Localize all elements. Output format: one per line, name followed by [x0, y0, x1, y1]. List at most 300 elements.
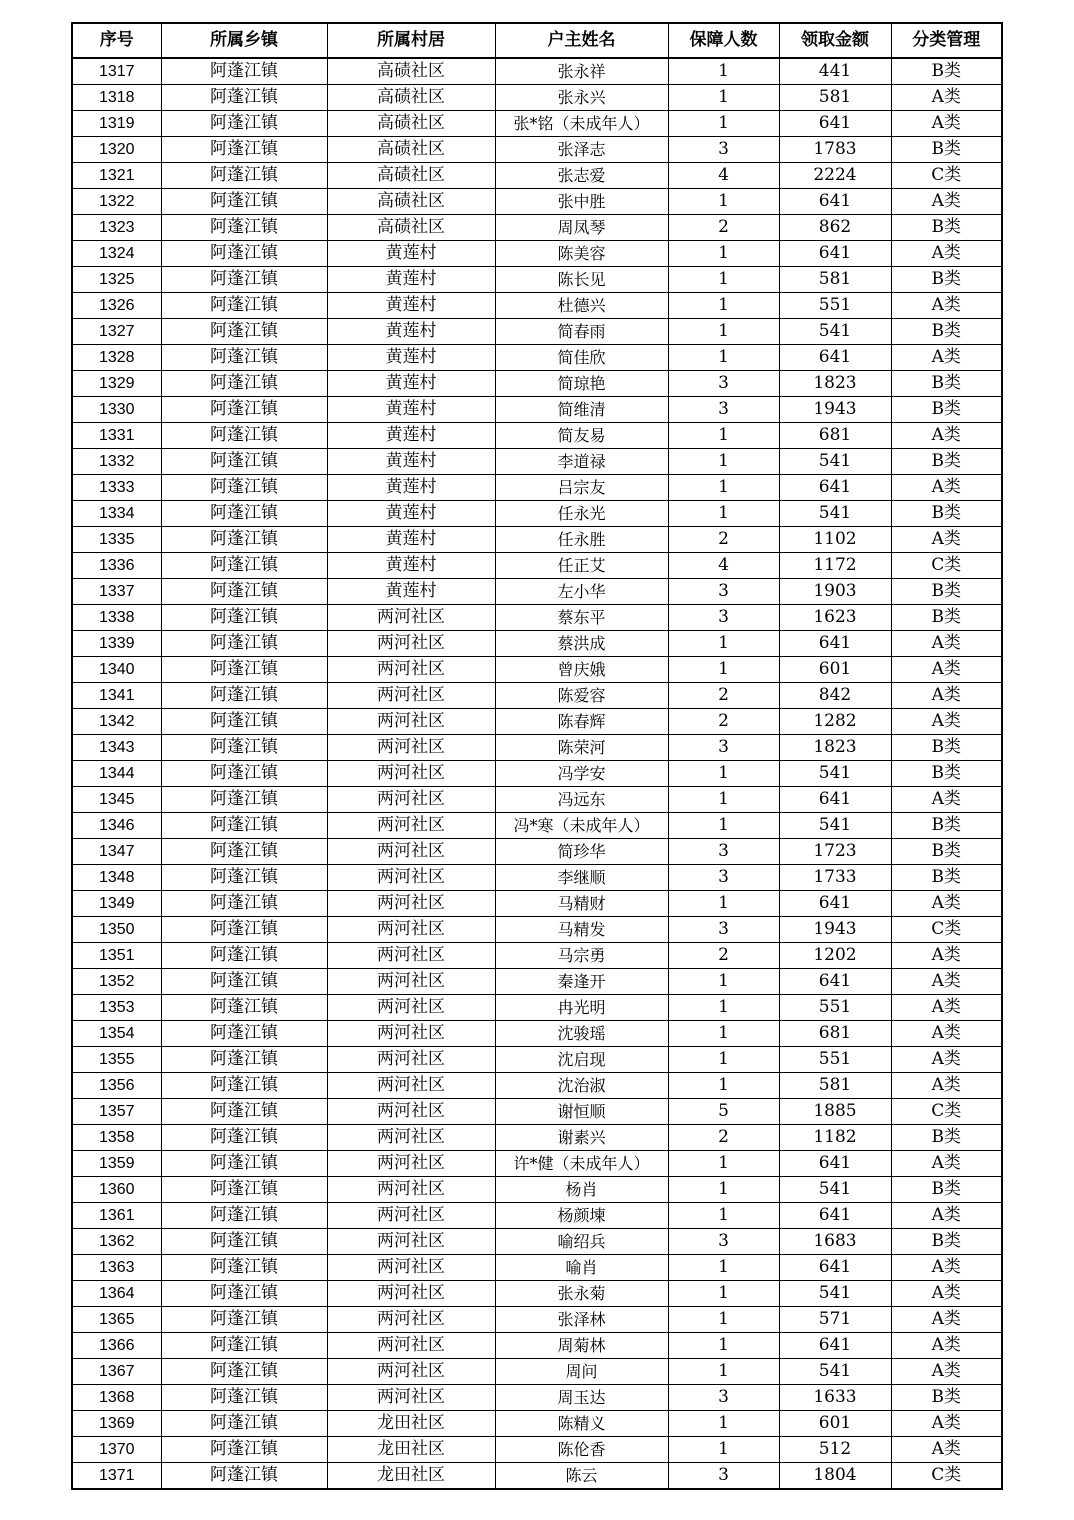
- table-row: [72, 475, 1002, 501]
- village-cell: 两河社区: [327, 891, 495, 917]
- township-cell: 阿蓬江镇: [161, 1463, 327, 1490]
- covered-persons-cell: 1: [668, 1151, 779, 1177]
- serial-number-cell: 1341: [72, 683, 161, 709]
- township-cell: 阿蓬江镇: [161, 1125, 327, 1151]
- covered-persons-cell: 1: [668, 1411, 779, 1437]
- covered-persons-cell: 3: [668, 371, 779, 397]
- table-row: [72, 1359, 1002, 1385]
- table-row: [72, 58, 1002, 85]
- household-head-cell: 谢素兴: [495, 1125, 668, 1151]
- category-cell: C类: [891, 1099, 1002, 1125]
- amount-cell: 551: [779, 995, 891, 1021]
- table-row: [72, 1385, 1002, 1411]
- covered-persons-cell: 1: [668, 449, 779, 475]
- village-cell: 黄莲村: [327, 553, 495, 579]
- table-row: [72, 241, 1002, 267]
- header-row: [72, 23, 1002, 58]
- serial-number-cell: 1332: [72, 449, 161, 475]
- category-cell: B类: [891, 813, 1002, 839]
- amount-cell: 1202: [779, 943, 891, 969]
- serial-number-cell: 1368: [72, 1385, 161, 1411]
- table-row: [72, 85, 1002, 111]
- serial-number-cell: 1347: [72, 839, 161, 865]
- covered-persons-cell: 3: [668, 605, 779, 631]
- village-cell: 黄莲村: [327, 501, 495, 527]
- household-head-cell: 任永光: [495, 501, 668, 527]
- village-cell: 两河社区: [327, 1255, 495, 1281]
- amount-cell: 581: [779, 267, 891, 293]
- township-cell: 阿蓬江镇: [161, 1255, 327, 1281]
- table-row: [72, 813, 1002, 839]
- category-cell: B类: [891, 58, 1002, 85]
- header-village: 所属村居: [327, 23, 495, 58]
- table-row: [72, 1411, 1002, 1437]
- category-cell: A类: [891, 1359, 1002, 1385]
- household-head-cell: 简春雨: [495, 319, 668, 345]
- table-row: [72, 397, 1002, 423]
- category-cell: A类: [891, 1281, 1002, 1307]
- serial-number-cell: 1358: [72, 1125, 161, 1151]
- covered-persons-cell: 1: [668, 1437, 779, 1463]
- serial-number-cell: 1345: [72, 787, 161, 813]
- covered-persons-cell: 1: [668, 813, 779, 839]
- household-head-cell: 冉光明: [495, 995, 668, 1021]
- category-cell: A类: [891, 1411, 1002, 1437]
- amount-cell: 1885: [779, 1099, 891, 1125]
- household-head-cell: 谢恒顺: [495, 1099, 668, 1125]
- category-cell: A类: [891, 683, 1002, 709]
- township-cell: 阿蓬江镇: [161, 527, 327, 553]
- household-head-cell: 周问: [495, 1359, 668, 1385]
- village-cell: 黄莲村: [327, 449, 495, 475]
- township-cell: 阿蓬江镇: [161, 553, 327, 579]
- serial-number-cell: 1351: [72, 943, 161, 969]
- covered-persons-cell: 1: [668, 475, 779, 501]
- village-cell: 两河社区: [327, 995, 495, 1021]
- township-cell: 阿蓬江镇: [161, 865, 327, 891]
- serial-number-cell: 1335: [72, 527, 161, 553]
- amount-cell: 1783: [779, 137, 891, 163]
- township-cell: 阿蓬江镇: [161, 917, 327, 943]
- village-cell: 两河社区: [327, 1385, 495, 1411]
- amount-cell: 641: [779, 1333, 891, 1359]
- township-cell: 阿蓬江镇: [161, 189, 327, 215]
- amount-cell: 641: [779, 111, 891, 137]
- village-cell: 两河社区: [327, 735, 495, 761]
- household-head-cell: 马精财: [495, 891, 668, 917]
- village-cell: 高碛社区: [327, 58, 495, 85]
- serial-number-cell: 1365: [72, 1307, 161, 1333]
- township-cell: 阿蓬江镇: [161, 1385, 327, 1411]
- covered-persons-cell: 1: [668, 189, 779, 215]
- township-cell: 阿蓬江镇: [161, 969, 327, 995]
- amount-cell: 641: [779, 475, 891, 501]
- category-cell: B类: [891, 501, 1002, 527]
- village-cell: 两河社区: [327, 1073, 495, 1099]
- township-cell: 阿蓬江镇: [161, 85, 327, 111]
- amount-cell: 601: [779, 1411, 891, 1437]
- amount-cell: 541: [779, 501, 891, 527]
- serial-number-cell: 1370: [72, 1437, 161, 1463]
- township-cell: 阿蓬江镇: [161, 111, 327, 137]
- table-row: [72, 1437, 1002, 1463]
- amount-cell: 1633: [779, 1385, 891, 1411]
- serial-number-cell: 1328: [72, 345, 161, 371]
- household-head-cell: 马精发: [495, 917, 668, 943]
- category-cell: B类: [891, 1229, 1002, 1255]
- table-row: [72, 345, 1002, 371]
- table-row: [72, 839, 1002, 865]
- covered-persons-cell: 1: [668, 267, 779, 293]
- category-cell: A类: [891, 995, 1002, 1021]
- header-serial-number: 序号: [72, 23, 161, 58]
- household-head-cell: 张泽志: [495, 137, 668, 163]
- category-cell: A类: [891, 1203, 1002, 1229]
- township-cell: 阿蓬江镇: [161, 1151, 327, 1177]
- village-cell: 两河社区: [327, 787, 495, 813]
- covered-persons-cell: 1: [668, 1047, 779, 1073]
- amount-cell: 641: [779, 189, 891, 215]
- household-head-cell: 许*健（未成年人）: [495, 1151, 668, 1177]
- serial-number-cell: 1367: [72, 1359, 161, 1385]
- village-cell: 两河社区: [327, 657, 495, 683]
- village-cell: 黄莲村: [327, 579, 495, 605]
- township-cell: 阿蓬江镇: [161, 891, 327, 917]
- table-row: [72, 969, 1002, 995]
- amount-cell: 1683: [779, 1229, 891, 1255]
- village-cell: 高碛社区: [327, 189, 495, 215]
- township-cell: 阿蓬江镇: [161, 267, 327, 293]
- serial-number-cell: 1349: [72, 891, 161, 917]
- table-row: [72, 865, 1002, 891]
- serial-number-cell: 1320: [72, 137, 161, 163]
- household-head-cell: 简珍华: [495, 839, 668, 865]
- township-cell: 阿蓬江镇: [161, 319, 327, 345]
- table-row: [72, 1333, 1002, 1359]
- table-row: [72, 267, 1002, 293]
- amount-cell: 681: [779, 1021, 891, 1047]
- amount-cell: 541: [779, 449, 891, 475]
- serial-number-cell: 1359: [72, 1151, 161, 1177]
- table-row: [72, 1307, 1002, 1333]
- household-head-cell: 曾庆娥: [495, 657, 668, 683]
- village-cell: 高碛社区: [327, 137, 495, 163]
- household-head-cell: 杨肖: [495, 1177, 668, 1203]
- category-cell: B类: [891, 397, 1002, 423]
- serial-number-cell: 1334: [72, 501, 161, 527]
- household-head-cell: 张永祥: [495, 58, 668, 85]
- household-head-cell: 杜德兴: [495, 293, 668, 319]
- covered-persons-cell: 1: [668, 1333, 779, 1359]
- amount-cell: 641: [779, 969, 891, 995]
- serial-number-cell: 1371: [72, 1463, 161, 1490]
- household-head-cell: 张永菊: [495, 1281, 668, 1307]
- village-cell: 龙田社区: [327, 1411, 495, 1437]
- township-cell: 阿蓬江镇: [161, 1229, 327, 1255]
- serial-number-cell: 1319: [72, 111, 161, 137]
- category-cell: B类: [891, 761, 1002, 787]
- serial-number-cell: 1326: [72, 293, 161, 319]
- amount-cell: 581: [779, 85, 891, 111]
- household-head-cell: 陈长见: [495, 267, 668, 293]
- table-row: [72, 709, 1002, 735]
- serial-number-cell: 1361: [72, 1203, 161, 1229]
- amount-cell: 541: [779, 1177, 891, 1203]
- amount-cell: 2224: [779, 163, 891, 189]
- table-row: [72, 319, 1002, 345]
- table-header: [72, 23, 1002, 58]
- category-cell: A类: [891, 709, 1002, 735]
- covered-persons-cell: 1: [668, 1203, 779, 1229]
- category-cell: C类: [891, 917, 1002, 943]
- category-cell: A类: [891, 1073, 1002, 1099]
- serial-number-cell: 1342: [72, 709, 161, 735]
- serial-number-cell: 1357: [72, 1099, 161, 1125]
- household-head-cell: 马宗勇: [495, 943, 668, 969]
- table-row: [72, 553, 1002, 579]
- township-cell: 阿蓬江镇: [161, 58, 327, 85]
- covered-persons-cell: 1: [668, 293, 779, 319]
- covered-persons-cell: 1: [668, 969, 779, 995]
- amount-cell: 441: [779, 58, 891, 85]
- village-cell: 黄莲村: [327, 293, 495, 319]
- amount-cell: 641: [779, 891, 891, 917]
- serial-number-cell: 1364: [72, 1281, 161, 1307]
- township-cell: 阿蓬江镇: [161, 449, 327, 475]
- covered-persons-cell: 1: [668, 631, 779, 657]
- village-cell: 两河社区: [327, 1125, 495, 1151]
- category-cell: A类: [891, 1021, 1002, 1047]
- amount-cell: 541: [779, 1359, 891, 1385]
- covered-persons-cell: 1: [668, 1021, 779, 1047]
- table-row: [72, 449, 1002, 475]
- township-cell: 阿蓬江镇: [161, 1333, 327, 1359]
- village-cell: 黄莲村: [327, 475, 495, 501]
- category-cell: B类: [891, 865, 1002, 891]
- category-cell: B类: [891, 137, 1002, 163]
- household-head-cell: 张志爱: [495, 163, 668, 189]
- serial-number-cell: 1352: [72, 969, 161, 995]
- household-head-cell: 秦逢开: [495, 969, 668, 995]
- category-cell: A类: [891, 891, 1002, 917]
- amount-cell: 641: [779, 241, 891, 267]
- amount-cell: 1823: [779, 735, 891, 761]
- table-row: [72, 1125, 1002, 1151]
- village-cell: 两河社区: [327, 1307, 495, 1333]
- serial-number-cell: 1366: [72, 1333, 161, 1359]
- amount-cell: 551: [779, 293, 891, 319]
- village-cell: 高碛社区: [327, 85, 495, 111]
- amount-cell: 1723: [779, 839, 891, 865]
- covered-persons-cell: 3: [668, 1229, 779, 1255]
- household-head-cell: 沈启现: [495, 1047, 668, 1073]
- category-cell: B类: [891, 605, 1002, 631]
- village-cell: 两河社区: [327, 605, 495, 631]
- township-cell: 阿蓬江镇: [161, 397, 327, 423]
- village-cell: 黄莲村: [327, 423, 495, 449]
- serial-number-cell: 1336: [72, 553, 161, 579]
- village-cell: 龙田社区: [327, 1437, 495, 1463]
- covered-persons-cell: 1: [668, 761, 779, 787]
- amount-cell: 641: [779, 1203, 891, 1229]
- household-head-cell: 张中胜: [495, 189, 668, 215]
- household-head-cell: 吕宗友: [495, 475, 668, 501]
- township-cell: 阿蓬江镇: [161, 475, 327, 501]
- serial-number-cell: 1337: [72, 579, 161, 605]
- serial-number-cell: 1369: [72, 1411, 161, 1437]
- household-head-cell: 杨颜堜: [495, 1203, 668, 1229]
- village-cell: 黄莲村: [327, 527, 495, 553]
- household-head-cell: 简琼艳: [495, 371, 668, 397]
- header-household-head: 户主姓名: [495, 23, 668, 58]
- covered-persons-cell: 4: [668, 163, 779, 189]
- category-cell: A类: [891, 111, 1002, 137]
- township-cell: 阿蓬江镇: [161, 137, 327, 163]
- covered-persons-cell: 1: [668, 58, 779, 85]
- household-head-cell: 陈云: [495, 1463, 668, 1490]
- household-head-cell: 陈春辉: [495, 709, 668, 735]
- table-row: [72, 501, 1002, 527]
- amount-cell: 581: [779, 1073, 891, 1099]
- township-cell: 阿蓬江镇: [161, 293, 327, 319]
- table-row: [72, 1151, 1002, 1177]
- village-cell: 黄莲村: [327, 345, 495, 371]
- household-head-cell: 李道禄: [495, 449, 668, 475]
- serial-number-cell: 1324: [72, 241, 161, 267]
- category-cell: A类: [891, 241, 1002, 267]
- table-row: [72, 683, 1002, 709]
- serial-number-cell: 1356: [72, 1073, 161, 1099]
- table-row: [72, 189, 1002, 215]
- township-cell: 阿蓬江镇: [161, 995, 327, 1021]
- serial-number-cell: 1323: [72, 215, 161, 241]
- table-body: [72, 58, 1002, 1489]
- township-cell: 阿蓬江镇: [161, 1047, 327, 1073]
- covered-persons-cell: 3: [668, 397, 779, 423]
- township-cell: 阿蓬江镇: [161, 683, 327, 709]
- category-cell: A类: [891, 189, 1002, 215]
- category-cell: B类: [891, 735, 1002, 761]
- amount-cell: 551: [779, 1047, 891, 1073]
- covered-persons-cell: 1: [668, 657, 779, 683]
- table-row: [72, 917, 1002, 943]
- covered-persons-cell: 1: [668, 1281, 779, 1307]
- village-cell: 两河社区: [327, 761, 495, 787]
- covered-persons-cell: 1: [668, 787, 779, 813]
- village-cell: 两河社区: [327, 813, 495, 839]
- township-cell: 阿蓬江镇: [161, 1021, 327, 1047]
- household-head-cell: 蔡洪成: [495, 631, 668, 657]
- serial-number-cell: 1362: [72, 1229, 161, 1255]
- serial-number-cell: 1344: [72, 761, 161, 787]
- covered-persons-cell: 5: [668, 1099, 779, 1125]
- covered-persons-cell: 1: [668, 995, 779, 1021]
- category-cell: B类: [891, 1177, 1002, 1203]
- covered-persons-cell: 1: [668, 319, 779, 345]
- household-head-cell: 陈伦香: [495, 1437, 668, 1463]
- township-cell: 阿蓬江镇: [161, 761, 327, 787]
- township-cell: 阿蓬江镇: [161, 1437, 327, 1463]
- household-head-cell: 简维清: [495, 397, 668, 423]
- amount-cell: 541: [779, 761, 891, 787]
- table-row: [72, 1229, 1002, 1255]
- covered-persons-cell: 3: [668, 1385, 779, 1411]
- header-category: 分类管理: [891, 23, 1002, 58]
- household-head-cell: 张泽林: [495, 1307, 668, 1333]
- category-cell: B类: [891, 449, 1002, 475]
- amount-cell: 1823: [779, 371, 891, 397]
- household-head-cell: 简佳欣: [495, 345, 668, 371]
- category-cell: A类: [891, 657, 1002, 683]
- serial-number-cell: 1330: [72, 397, 161, 423]
- household-head-cell: 周菊林: [495, 1333, 668, 1359]
- township-cell: 阿蓬江镇: [161, 163, 327, 189]
- category-cell: C类: [891, 1463, 1002, 1490]
- village-cell: 两河社区: [327, 917, 495, 943]
- village-cell: 两河社区: [327, 631, 495, 657]
- serial-number-cell: 1363: [72, 1255, 161, 1281]
- township-cell: 阿蓬江镇: [161, 215, 327, 241]
- covered-persons-cell: 4: [668, 553, 779, 579]
- amount-cell: 541: [779, 319, 891, 345]
- category-cell: A类: [891, 1437, 1002, 1463]
- table-row: [72, 943, 1002, 969]
- covered-persons-cell: 1: [668, 891, 779, 917]
- table-row: [72, 579, 1002, 605]
- amount-cell: 641: [779, 345, 891, 371]
- household-head-cell: 喻绍兵: [495, 1229, 668, 1255]
- serial-number-cell: 1329: [72, 371, 161, 397]
- township-cell: 阿蓬江镇: [161, 605, 327, 631]
- category-cell: B类: [891, 579, 1002, 605]
- household-head-cell: 喻肖: [495, 1255, 668, 1281]
- village-cell: 两河社区: [327, 1047, 495, 1073]
- household-head-cell: 陈精义: [495, 1411, 668, 1437]
- covered-persons-cell: 3: [668, 1463, 779, 1490]
- township-cell: 阿蓬江镇: [161, 1203, 327, 1229]
- household-head-cell: 简友易: [495, 423, 668, 449]
- amount-cell: 1623: [779, 605, 891, 631]
- serial-number-cell: 1350: [72, 917, 161, 943]
- amount-cell: 641: [779, 631, 891, 657]
- covered-persons-cell: 2: [668, 683, 779, 709]
- covered-persons-cell: 1: [668, 345, 779, 371]
- household-head-cell: 沈治淑: [495, 1073, 668, 1099]
- header-covered-persons: 保障人数: [668, 23, 779, 58]
- amount-cell: 641: [779, 1255, 891, 1281]
- serial-number-cell: 1333: [72, 475, 161, 501]
- serial-number-cell: 1343: [72, 735, 161, 761]
- category-cell: A类: [891, 1255, 1002, 1281]
- village-cell: 高碛社区: [327, 163, 495, 189]
- township-cell: 阿蓬江镇: [161, 345, 327, 371]
- category-cell: A类: [891, 475, 1002, 501]
- township-cell: 阿蓬江镇: [161, 501, 327, 527]
- category-cell: C类: [891, 163, 1002, 189]
- table-row: [72, 1021, 1002, 1047]
- township-cell: 阿蓬江镇: [161, 709, 327, 735]
- household-head-cell: 陈爱容: [495, 683, 668, 709]
- category-cell: C类: [891, 553, 1002, 579]
- table-row: [72, 735, 1002, 761]
- household-head-cell: 李继顺: [495, 865, 668, 891]
- township-cell: 阿蓬江镇: [161, 839, 327, 865]
- serial-number-cell: 1339: [72, 631, 161, 657]
- header-township: 所属乡镇: [161, 23, 327, 58]
- household-head-cell: 冯学安: [495, 761, 668, 787]
- township-cell: 阿蓬江镇: [161, 787, 327, 813]
- category-cell: B类: [891, 1125, 1002, 1151]
